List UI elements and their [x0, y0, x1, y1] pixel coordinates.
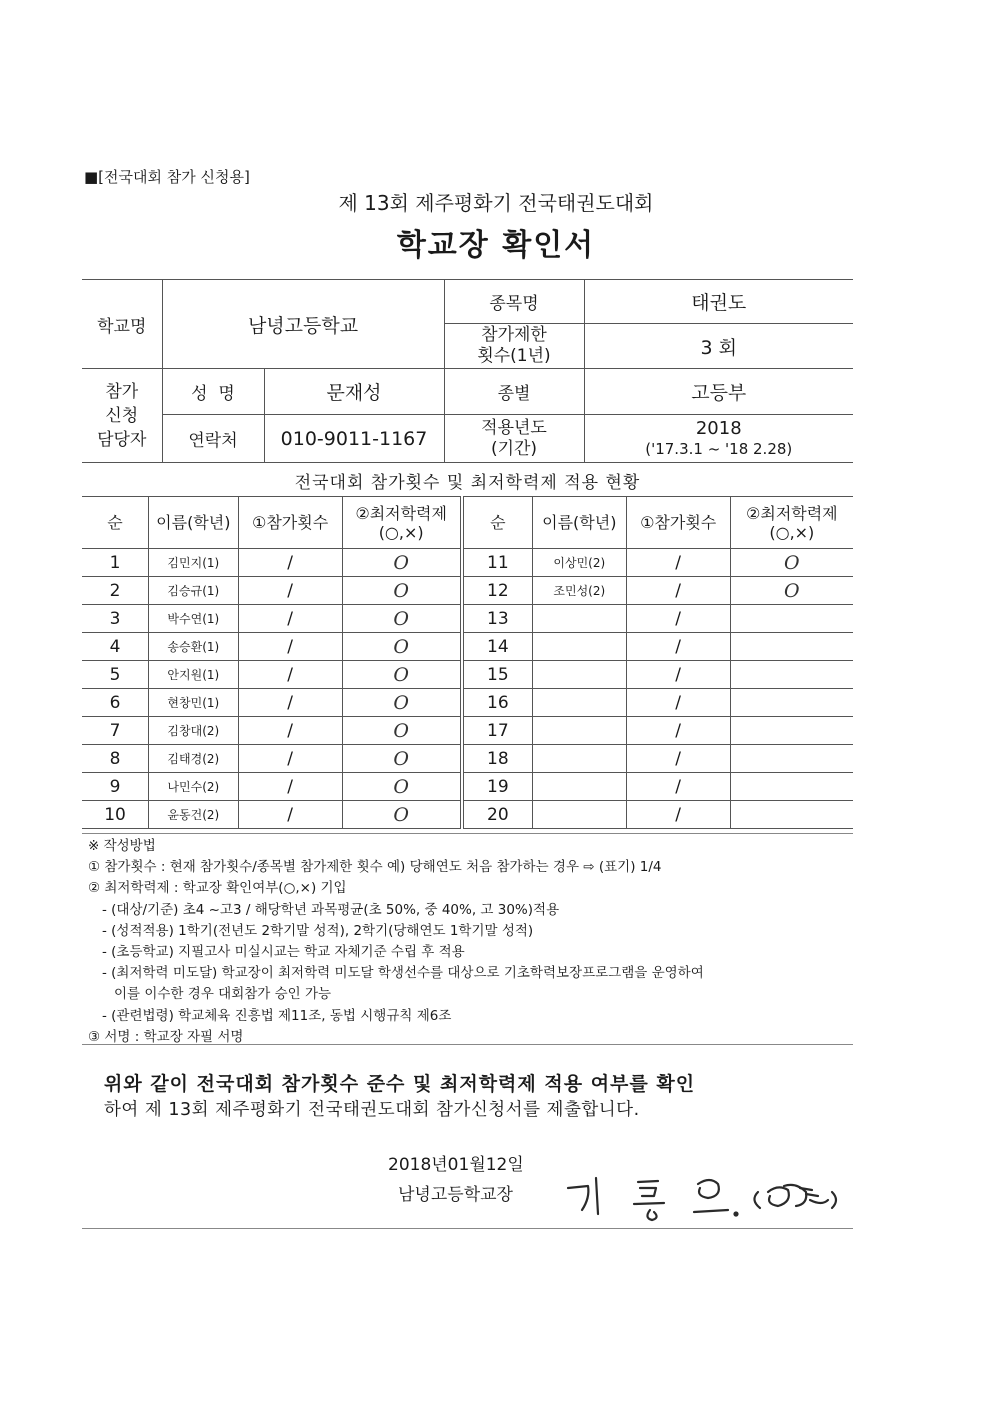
student-name: 나민수(2)	[149, 773, 238, 801]
table-row	[82, 633, 853, 661]
student-name: 현창민(1)	[149, 689, 238, 717]
minimum-mark: O	[342, 717, 462, 745]
row-no: 6	[82, 689, 149, 717]
row-no: 10	[82, 801, 149, 829]
year-label: 적용년도 (기간)	[444, 415, 584, 463]
name-value: 문재성	[264, 369, 444, 415]
limit-label: 참가제한 횟수(1년)	[444, 324, 584, 369]
participation-count: /	[626, 633, 730, 661]
note-below-minimum: - (최저학력 미도달) 학교장이 최저학력 미도달 학생선수를 대상으로 기초학력보장프로그램을 운영하여	[102, 965, 704, 982]
student-name: 안지원(1)	[149, 661, 238, 689]
student-name: 김민지(1)	[149, 549, 238, 577]
student-name: 김태경(2)	[149, 745, 238, 773]
table-row	[82, 745, 853, 773]
row-no: 20	[462, 801, 533, 829]
table-row	[82, 717, 853, 745]
header-count: ①참가횟수	[238, 497, 342, 549]
contact-value: 010-9011-1167	[264, 415, 444, 463]
participation-count: /	[238, 773, 342, 801]
participation-count: /	[626, 745, 730, 773]
participation-count: /	[626, 689, 730, 717]
minimum-mark	[730, 689, 853, 717]
note-signature: ③ 서명 : 학교장 자필 서명	[88, 1028, 244, 1045]
issue-date: 2018년01월12일	[388, 1155, 524, 1175]
minimum-mark: O	[342, 773, 462, 801]
student-name: 윤동건(2)	[149, 801, 238, 829]
bottom-rule	[82, 1228, 853, 1229]
instructions	[88, 836, 858, 1048]
student-name	[532, 773, 626, 801]
minimum-mark: O	[342, 801, 462, 829]
minimum-mark	[730, 633, 853, 661]
minimum-mark: O	[342, 661, 462, 689]
note-count: ① 참가횟수 : 현재 참가횟수/종목별 참가제한 횟수 예) 당해연도 처음 참가하는 경우 ⇨ (표기) 1/4	[88, 859, 662, 876]
roster-title: 전국대회 참가횟수 및 최저학력제 적용 현황	[294, 473, 641, 493]
notes-rule-top	[82, 833, 853, 834]
division-label: 종별	[444, 369, 584, 415]
row-no: 17	[462, 717, 533, 745]
row-no: 3	[82, 605, 149, 633]
participation-count: /	[626, 773, 730, 801]
row-no: 9	[82, 773, 149, 801]
student-name: 박수연(1)	[149, 605, 238, 633]
event-label: 종목명	[444, 280, 584, 324]
student-name: 조민성(2)	[532, 577, 626, 605]
contact-label: 연락처	[162, 415, 264, 463]
student-name: 송승환(1)	[149, 633, 238, 661]
table-row	[82, 661, 853, 689]
table-row	[82, 577, 853, 605]
student-name	[532, 661, 626, 689]
row-no: 11	[462, 549, 533, 577]
limit-value: 3 회	[584, 324, 853, 369]
participation-count: /	[626, 605, 730, 633]
year-value: 2018 ('17.3.1 ~ '18 2.28)	[584, 415, 853, 463]
minimum-mark: O	[342, 745, 462, 773]
row-no: 2	[82, 577, 149, 605]
minimum-mark	[730, 717, 853, 745]
participation-count: /	[626, 549, 730, 577]
participation-count: /	[626, 661, 730, 689]
header-no: 순	[462, 497, 533, 549]
name-label: 성 명	[162, 369, 264, 415]
participation-count: /	[238, 717, 342, 745]
manager-label: 참가 신청 담당자	[82, 369, 162, 463]
note-minimum: ② 최저학력제 : 학교장 확인여부(○,×) 기입	[88, 880, 347, 897]
participation-count: /	[238, 745, 342, 773]
division-value: 고등부	[584, 369, 853, 415]
minimum-mark: O	[342, 577, 462, 605]
participation-count: /	[238, 661, 342, 689]
minimum-mark: O	[342, 633, 462, 661]
row-no: 19	[462, 773, 533, 801]
table-row	[82, 605, 853, 633]
participation-count: /	[626, 801, 730, 829]
declaration-line-1: 위와 같이 전국대회 참가횟수 준수 및 최저학력제 적용 여부를 확인	[104, 1073, 696, 1095]
header-minimum: ②최저학력제 (○,×)	[730, 497, 853, 549]
header-no: 순	[82, 497, 149, 549]
participation-count: /	[238, 549, 342, 577]
header-name: 이름(학년)	[532, 497, 626, 549]
participation-count: /	[238, 605, 342, 633]
note-elementary: - (초등학교) 지필고사 미실시교는 학교 자체기준 수립 후 적용	[102, 944, 465, 961]
participation-count: /	[238, 689, 342, 717]
minimum-mark: O	[342, 689, 462, 717]
student-name	[532, 745, 626, 773]
row-no: 5	[82, 661, 149, 689]
school-value: 남녕고등학교	[162, 280, 444, 369]
minimum-mark	[730, 773, 853, 801]
minimum-mark: O	[342, 549, 462, 577]
table-row	[82, 549, 853, 577]
table-row	[82, 801, 853, 829]
form-category: ■[전국대회 참가 신청용]	[84, 168, 250, 186]
student-name: 이상민(2)	[532, 549, 626, 577]
minimum-mark	[730, 661, 853, 689]
student-name	[532, 633, 626, 661]
participation-count: /	[238, 577, 342, 605]
declaration-line-2: 하여 제 13회 제주평화기 전국태권도대회 참가신청서를 제출합니다.	[104, 1100, 640, 1120]
school-label: 학교명	[82, 280, 162, 369]
student-name	[532, 717, 626, 745]
event-subtitle: 제 13회 제주평화기 전국태권도대회	[338, 191, 654, 215]
row-no: 12	[462, 577, 533, 605]
participation-count: /	[238, 801, 342, 829]
note-law: - (관련법령) 학교체육 진흥법 제11조, 동법 시행규칙 제6조	[102, 1007, 452, 1024]
note-below-minimum-cont: 이를 이수한 경우 대회참가 승인 가능	[114, 986, 332, 1003]
minimum-mark	[730, 801, 853, 829]
table-row	[82, 773, 853, 801]
header-minimum: ②최저학력제 (○,×)	[342, 497, 462, 549]
signer-title: 남녕고등학교장	[398, 1185, 513, 1205]
row-no: 7	[82, 717, 149, 745]
minimum-mark	[730, 745, 853, 773]
student-name	[532, 801, 626, 829]
header-count: ①참가횟수	[626, 497, 730, 549]
row-no: 18	[462, 745, 533, 773]
student-name: 김승규(1)	[149, 577, 238, 605]
participation-count: /	[238, 633, 342, 661]
row-no: 13	[462, 605, 533, 633]
handwritten-signature	[560, 1166, 860, 1226]
student-name	[532, 689, 626, 717]
header-name: 이름(학년)	[149, 497, 238, 549]
page-title: 학교장 확인서	[396, 228, 596, 263]
roster-table	[82, 496, 853, 829]
row-no: 4	[82, 633, 149, 661]
participation-count: /	[626, 577, 730, 605]
event-value: 태권도	[584, 280, 853, 324]
student-name	[532, 605, 626, 633]
row-no: 16	[462, 689, 533, 717]
info-table	[82, 279, 853, 463]
minimum-mark: O	[730, 577, 853, 605]
minimum-mark	[730, 605, 853, 633]
row-no: 1	[82, 549, 149, 577]
student-name: 김창대(2)	[149, 717, 238, 745]
notes-rule-bottom	[82, 1044, 853, 1045]
note-target: - (대상/기준) 초4 ~고3 / 해당학년 과목평균(초 50%, 중 40%, 고 30%)적용	[102, 901, 560, 918]
row-no: 8	[82, 745, 149, 773]
table-row	[82, 689, 853, 717]
participation-count: /	[626, 717, 730, 745]
row-no: 15	[462, 661, 533, 689]
minimum-mark: O	[730, 549, 853, 577]
notes-heading: ※ 작성방법	[88, 838, 156, 854]
row-no: 14	[462, 633, 533, 661]
note-grade-apply: - (성적적용) 1학기(전년도 2학기말 성적), 2학기(당해연도 1학기말 성적)	[102, 922, 534, 939]
minimum-mark: O	[342, 605, 462, 633]
